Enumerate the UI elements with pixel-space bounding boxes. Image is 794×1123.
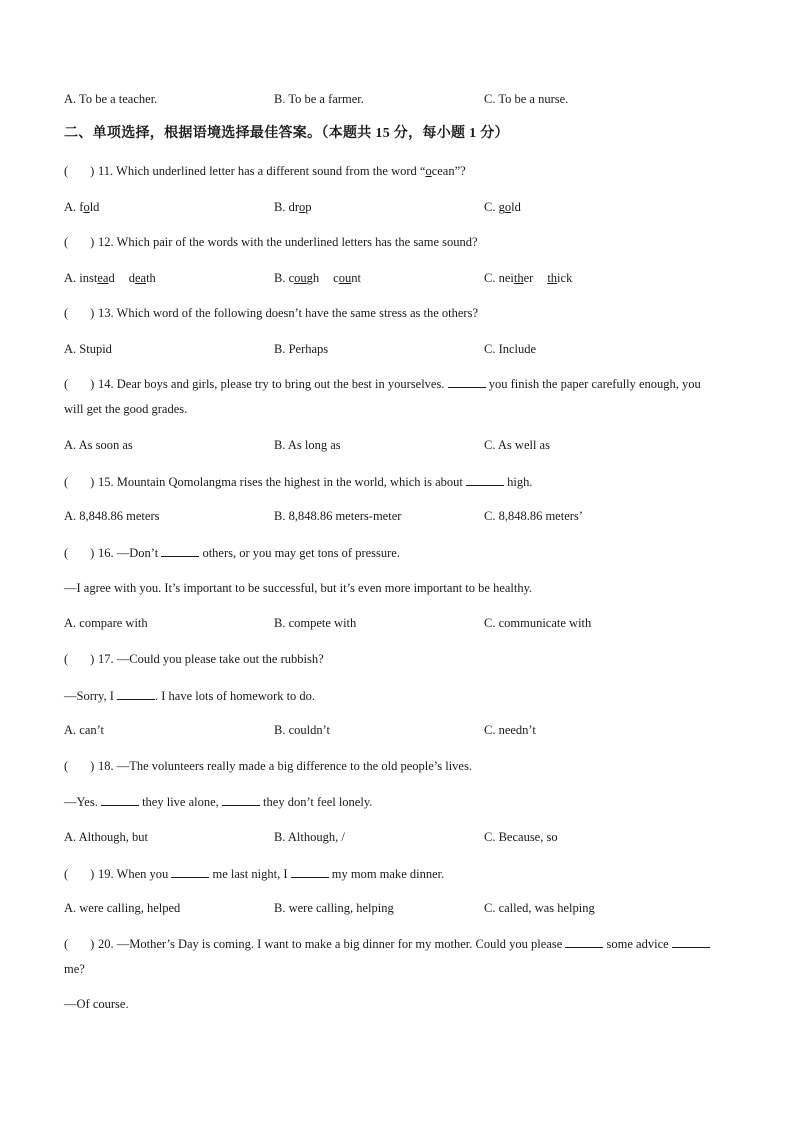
answer-paren[interactable]: ( ) [64, 164, 95, 178]
question-18: ( ) 18. —The volunteers really made a big difference to the old people’s lives. [64, 759, 472, 773]
q16-option-c: C. communicate with [484, 616, 592, 630]
blank[interactable] [291, 865, 329, 878]
q12-option-b: B. cough count [274, 271, 361, 285]
q20-reply: —Of course. [64, 997, 129, 1011]
q18-reply: —Yes. they live alone, they don’t feel lonely. [64, 795, 373, 809]
answer-paren[interactable]: ( ) [64, 475, 95, 489]
answer-paren[interactable]: ( ) [64, 652, 95, 666]
blank[interactable] [222, 793, 260, 806]
q11-option-b: B. drop [274, 200, 312, 214]
blank[interactable] [161, 544, 199, 557]
question-12: ( ) 12. Which pair of the words with the underlined letters has the same sound? [64, 235, 478, 249]
q16-reply: —I agree with you. It’s important to be successful, but it’s even more important to be healthy. [64, 581, 533, 595]
q13-option-a: A. Stupid [64, 342, 112, 356]
blank[interactable] [171, 865, 209, 878]
section-title: 二、单项选择，根据语境选择最佳答案。（本题共 15 分，每小题 1 分） [64, 126, 509, 141]
q11-option-c: C. gold [484, 200, 521, 214]
q19-option-c: C. called, was helping [484, 901, 595, 915]
q13-option-b: B. Perhaps [274, 342, 329, 356]
blank[interactable] [117, 687, 155, 700]
answer-paren[interactable]: ( ) [64, 235, 95, 249]
answer-paren[interactable]: ( ) [64, 937, 95, 951]
question-13: ( ) 13. Which word of the following doesn’t have the same stress as the others? [64, 306, 479, 320]
q19-option-b: B. were calling, helping [274, 901, 394, 915]
answer-paren[interactable]: ( ) [64, 546, 95, 560]
q18-option-a: A. Although, but [64, 830, 149, 844]
q10-option-a: A. To be a teacher. [64, 92, 158, 106]
q14-option-c: C. As well as [484, 438, 550, 452]
q17-reply: —Sorry, I . I have lots of homework to do. [64, 689, 316, 703]
answer-paren[interactable]: ( ) [64, 377, 95, 391]
q15-option-b: B. 8,848.86 meters-meter [274, 509, 402, 523]
answer-paren[interactable]: ( ) [64, 867, 95, 881]
q17-option-c: C. needn’t [484, 723, 536, 737]
q15-option-a: A. 8,848.86 meters [64, 509, 160, 523]
q14-option-a: A. As soon as [64, 438, 133, 452]
q10-option-b: B. To be a farmer. [274, 92, 364, 106]
blank[interactable] [565, 935, 603, 948]
question-11: ( ) 11. Which underlined letter has a different sound from the word “ocean”? [64, 164, 466, 178]
q17-option-a: A. can’t [64, 723, 105, 737]
q12-option-c: C. neither thick [484, 271, 573, 285]
q16-option-a: A. compare with [64, 616, 148, 630]
q16-option-b: B. compete with [274, 616, 357, 630]
q18-option-b: B. Although, / [274, 830, 345, 844]
answer-paren[interactable]: ( ) [64, 759, 95, 773]
q13-option-c: C. Include [484, 342, 537, 356]
q19-option-a: A. were calling, helped [64, 901, 181, 915]
question-17: ( ) 17. —Could you please take out the rubbish? [64, 652, 324, 666]
blank[interactable] [672, 935, 710, 948]
q11-option-a: A. fold [64, 200, 100, 214]
q18-option-c: C. Because, so [484, 830, 558, 844]
q17-option-b: B. couldn’t [274, 723, 331, 737]
question-19: ( ) 19. When you me last night, I my mom make dinner. [64, 867, 445, 881]
blank[interactable] [448, 375, 486, 388]
question-20: ( ) 20. —Mother’s Day is coming. I want to make a big dinner for my mother. Could you please some advice me? [64, 932, 714, 982]
q10-option-c: C. To be a nurse. [484, 92, 569, 106]
answer-paren[interactable]: ( ) [64, 306, 95, 320]
question-15: ( ) 15. Mountain Qomolangma rises the highest in the world, which is about high. [64, 475, 533, 489]
q15-option-c: C. 8,848.86 meters’ [484, 509, 583, 523]
blank[interactable] [101, 793, 139, 806]
question-14: ( ) 14. Dear boys and girls, please try to bring out the best in yourselves. you finish the paper carefully enough, you will get the good grades. [64, 372, 714, 422]
question-16: ( ) 16. —Don’t others, or you may get tons of pressure. [64, 546, 400, 560]
q14-option-b: B. As long as [274, 438, 341, 452]
q12-option-a: A. instead death [64, 271, 156, 285]
blank[interactable] [466, 473, 504, 486]
